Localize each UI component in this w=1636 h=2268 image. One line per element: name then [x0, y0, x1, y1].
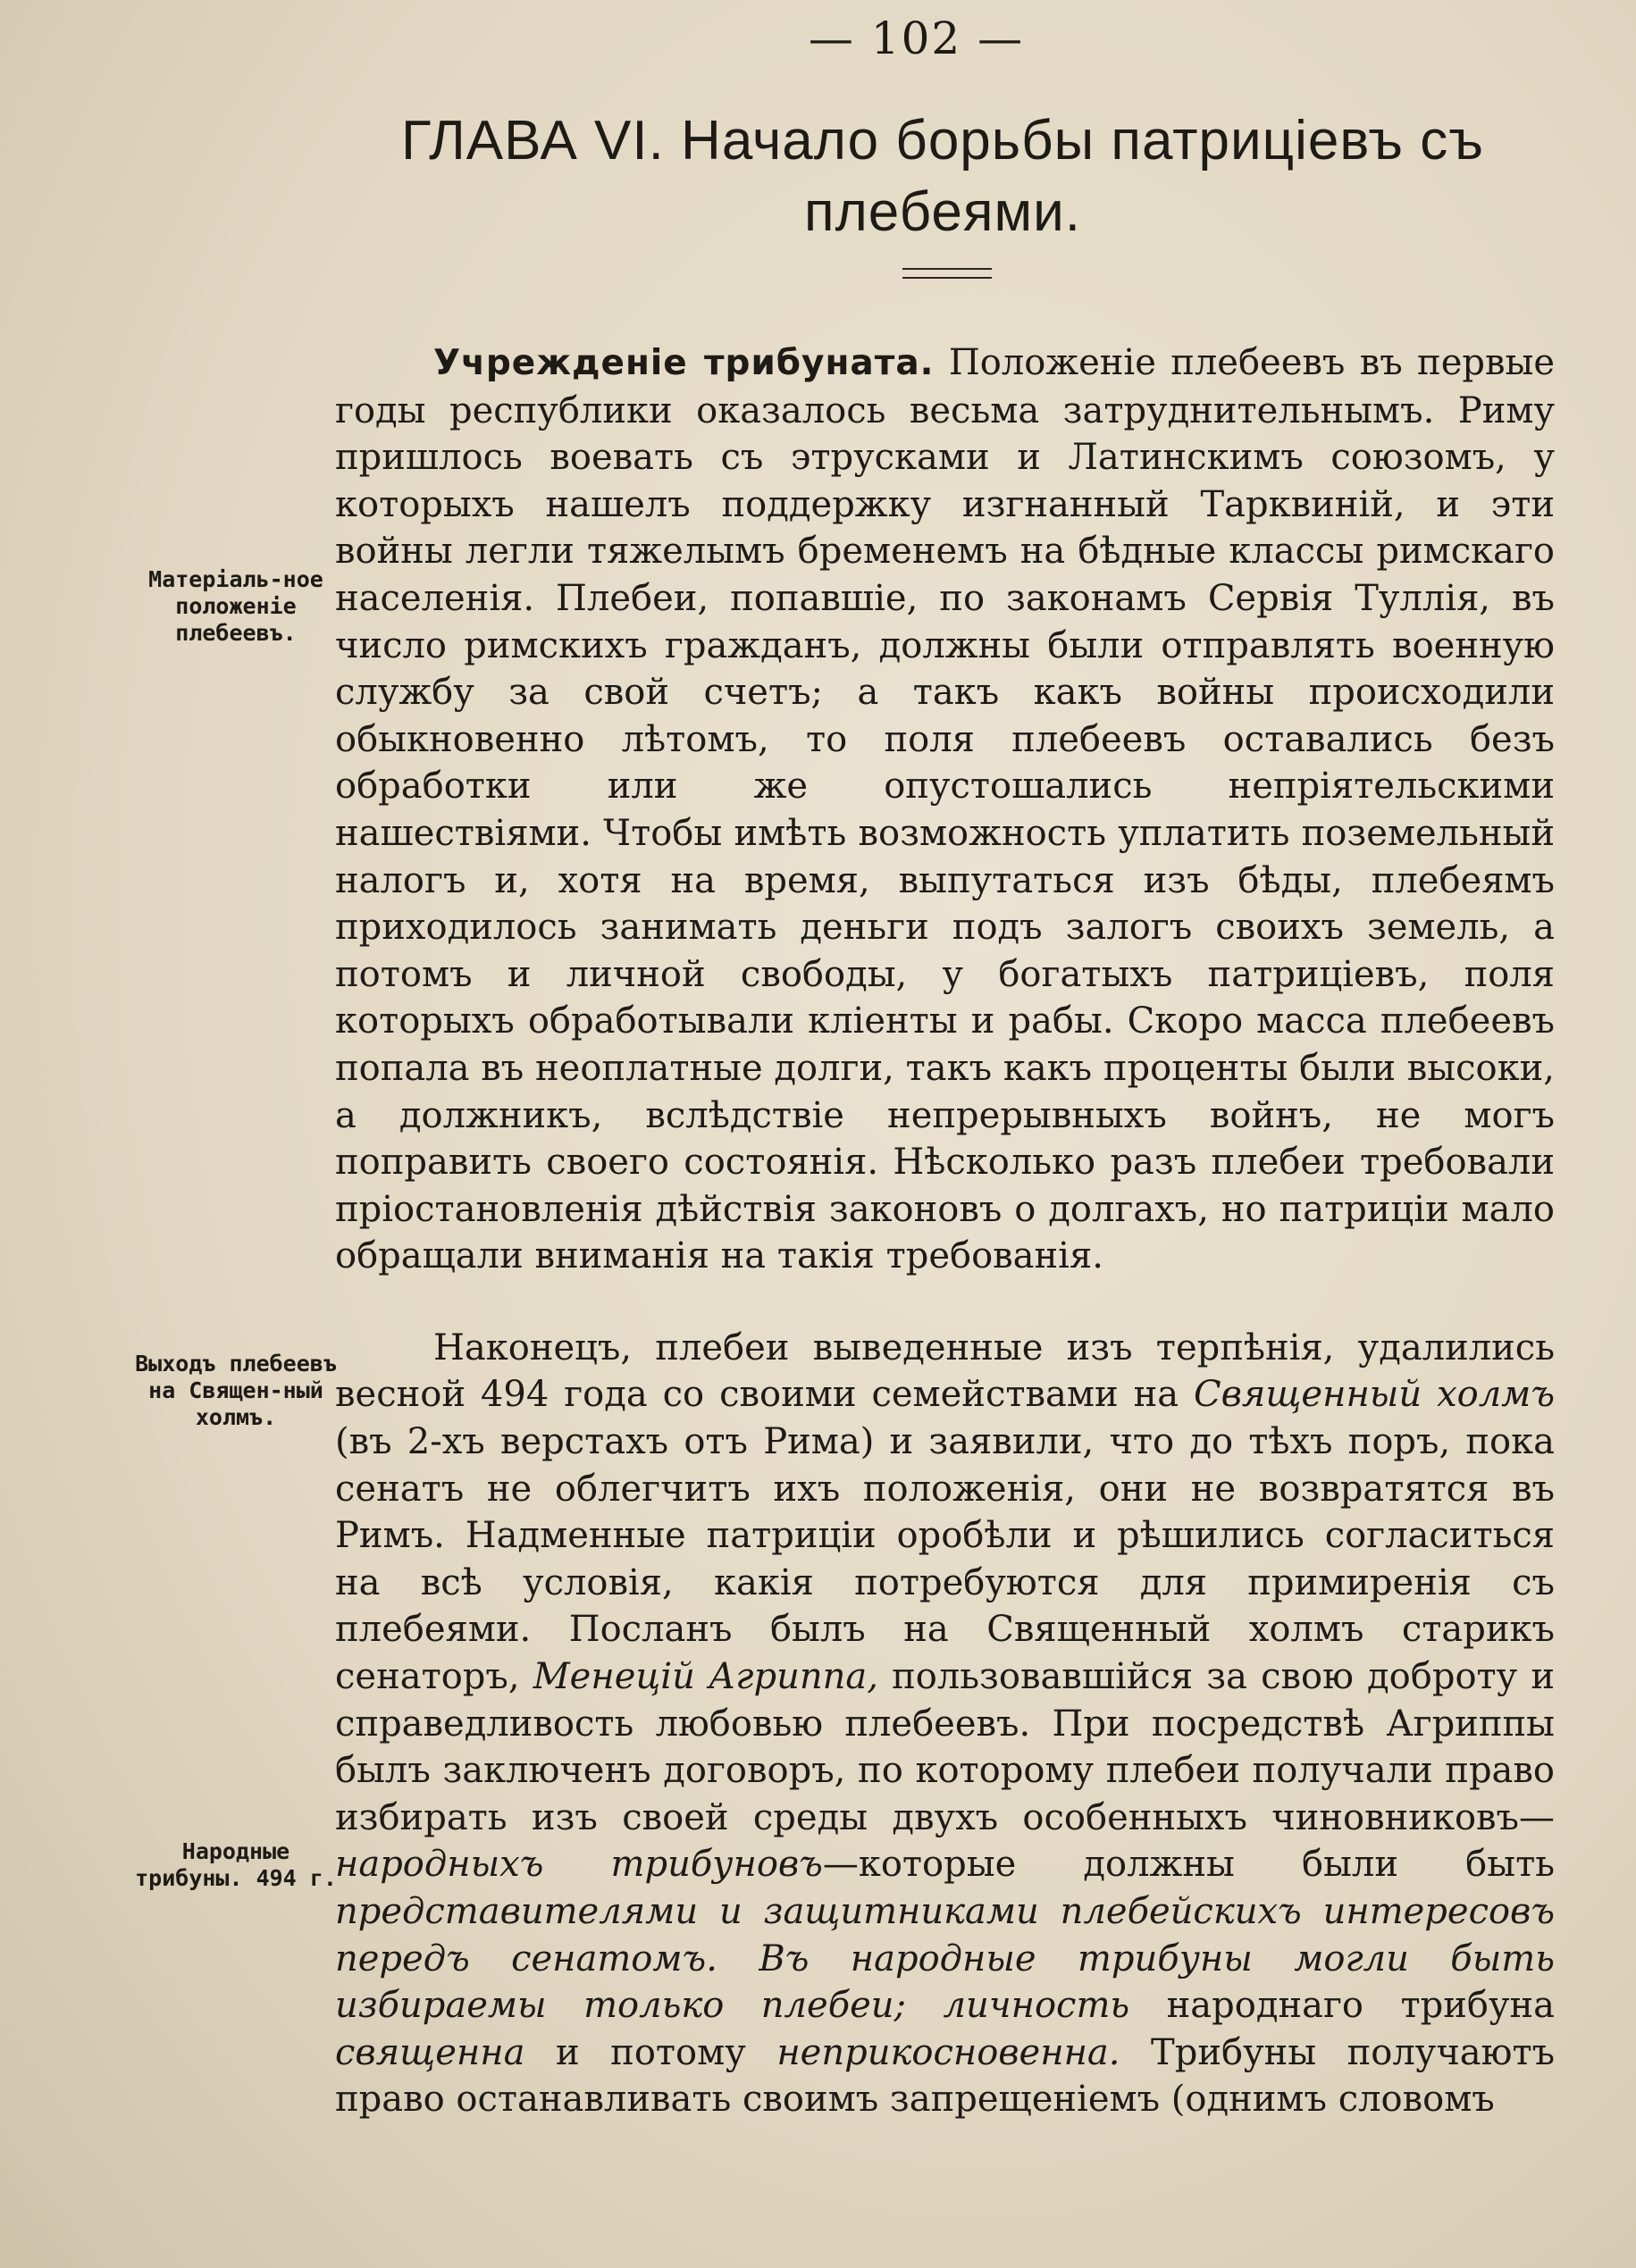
p2-emph-5: священна [335, 2031, 525, 2073]
margin-note-material-position: Матерiаль-ное положенiе плебеевъ. [148, 566, 323, 646]
page-number: — 102 — [808, 13, 1025, 64]
section-heading: Учрежденiе трибуната. [433, 343, 935, 383]
margin-note-exodus: Выходъ плебеевъ на Священ-ный холмъ. [135, 1351, 337, 1430]
p2-text-6: и потому [555, 2031, 746, 2073]
chapter-title: ГЛАВА VI. Начало борьбы патрицiевъ съ плебеями. [401, 110, 1484, 243]
paragraph-1-text: Положенiе плебеевъ въ первые годы республики оказалось весьма затруднительнымъ. Риму пришлось воевать съ этрусками и Латинскимъ союзомъ, у которыхъ нашелъ поддержку изгнанный Тарквинiй, и эти войны легли тяжелымъ бременемъ на бѣдные классы римскаго населенiя. Плебеи, попавшiе, по законамъ Сервiя Туллiя, въ число римскихъ гражданъ, должны были отправлять военную службу за свой счетъ; а такъ какъ войны происходили обыкновенно лѣтомъ, то поля плебеевъ оставались безъ обработки или же опустошались непрiятельскими нашествiями. Чтобы имѣть возможность уплатить поземельный налогъ и, хотя на время, выпутаться изъ бѣды, плебеямъ приходилось занимать деньги подъ залогъ своихъ земель, а потомъ и личной свободы, у богатыхъ патрицiевъ, поля которыхъ обработывали клiенты и рабы. Скоро масса плебеевъ попала въ неоплатные долги, такъ какъ проценты были высоки, а должникъ, вслѣдствiе непрерывныхъ войнъ, не могъ поправить своего состоянiя. Нѣсколько разъ плебеи требовали прiостановленiя дѣйствiя законовъ о долгахъ, но патрицiи мало обращали вниманiя на такiя требованiя. [335, 342, 1555, 1277]
p2-emph-2: Менецiй Агриппа, [533, 1656, 878, 1698]
p2-emph-4: представителями и защитниками плебейскихъ интересовъ передъ сенатомъ. Въ народные трибуны могли быть избираемы только плебеи; личность [335, 1891, 1555, 2027]
p2-text-1: Наконецъ, плебеи выведенные изъ терпѣнiя, удалились весной 494 года со своими семействами на [335, 1326, 1555, 1416]
margin-note-tribunes: Народные трибуны. 494 г. [135, 1838, 337, 1891]
paragraph-2 [335, 1325, 1555, 2123]
p2-emph-3: народныхъ трибуновъ [335, 1844, 823, 1886]
p2-text-4: —которые должны были быть [822, 1844, 1555, 1886]
body-text [335, 339, 1555, 2123]
p2-emph-1: Священный холмъ [1194, 1374, 1555, 1416]
p2-text-3: пользовавшiйся за свою доброту и справедливость любовью плебеевъ. При посредствѣ Агриппы былъ заключенъ договоръ, по которому плебеи получали право избирать изъ своей среды двухъ особенныхъ чиновниковъ— [335, 1656, 1555, 1838]
title-divider [902, 268, 992, 279]
p2-text-7: Трибуны получаютъ право останавливать своимъ запрещенiемъ (однимъ словомъ [335, 2031, 1556, 2121]
paragraph-1 [335, 339, 1555, 1280]
p2-text-2: (въ 2-хъ верстахъ отъ Рима) и заявили, что до тѣхъ поръ, пока сенатъ не облегчитъ ихъ положенiя, они не возвратятся въ Римъ. Надменные патрицiи оробѣли и рѣшились согласиться на всѣ условiя, какiя потребуются для примиренiя съ плебеями. Посланъ былъ на Священный холмъ старикъ сенаторъ, [335, 1421, 1555, 1698]
p2-text-5: народнаго трибуна [1166, 1985, 1556, 2027]
p2-emph-6: неприкосновенна. [776, 2031, 1120, 2073]
